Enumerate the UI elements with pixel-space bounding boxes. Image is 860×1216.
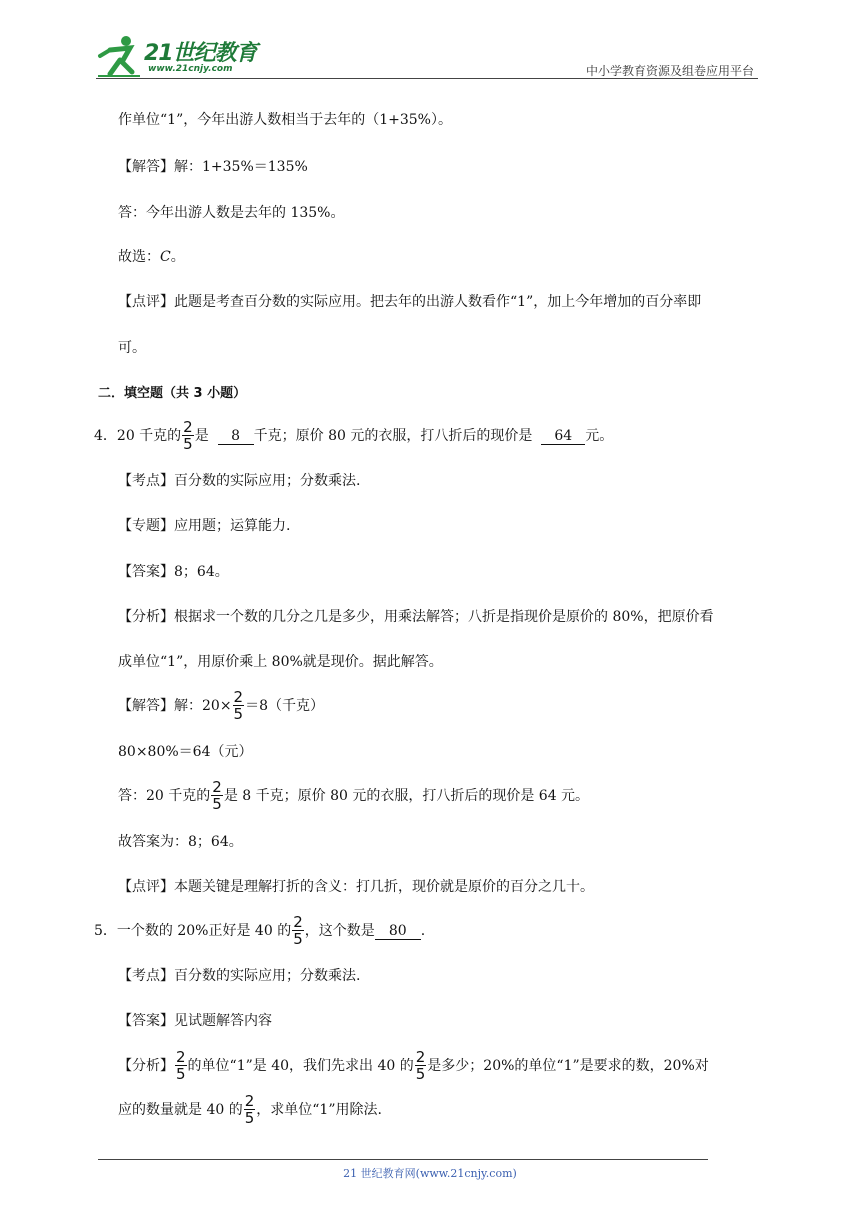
fraction-numerator: 2 [244, 1092, 255, 1110]
fenxi-line: 【分析】根据求一个数的几分之几是多少，用乘法解答；八折是指现价是原价的 80%，把原价看 [118, 609, 714, 625]
ans-text-b: 是 8 千克；原价 80 元的衣服，打八折后的现价是 64 元。 [223, 788, 590, 804]
ans-text-a: 答：20 千克的 [118, 788, 211, 804]
dianping-line: 【点评】本题关键是理解打折的含义：打几折，现价就是原价的百分之几十。 [118, 879, 594, 895]
fraction-denominator: 5 [244, 1109, 255, 1127]
fraction [182, 420, 194, 452]
kaodian-line: 【考点】百分数的实际应用；分数乘法. [118, 968, 361, 984]
running-man-icon [96, 34, 144, 78]
kaodian-line: 【考点】百分数的实际应用；分数乘法. [118, 473, 361, 489]
jieda-text-b: ＝8（千克） [245, 698, 325, 714]
text-line: 作单位“1”，今年出游人数相当于去年的（1+35%）。 [118, 112, 452, 128]
fraction-numerator: 2 [183, 418, 193, 436]
answer-line [118, 780, 589, 812]
fraction-numerator: 2 [176, 1048, 186, 1066]
header-divider [96, 78, 758, 79]
q4-text-b: 是 [194, 428, 209, 444]
calc-line: 80×80%＝64（元） [118, 744, 253, 760]
fraction [244, 1094, 256, 1126]
fraction-denominator: 5 [293, 930, 303, 948]
answer-line: 答：今年出游人数是去年的 135%。 [118, 205, 345, 221]
fx2-text-b: ，求单位“1”用除法. [256, 1102, 382, 1118]
fx2-text-a: 应的数量就是 40 的 [118, 1102, 243, 1118]
fraction-numerator: 2 [233, 688, 244, 706]
logo-text: 21世纪教育 [144, 41, 257, 66]
fx-text-b: 的单位“1”是 40，我们先求出 40 的 [187, 1058, 414, 1074]
guda-line: 故答案为：8；64。 [118, 834, 243, 850]
fraction [415, 1050, 427, 1082]
page-header [96, 28, 758, 80]
zhuanti-line: 【专题】应用题；运算能力. [118, 518, 291, 534]
answer-blank: 80 [375, 923, 421, 940]
fenxi-cont: 成单位“1”，用原价乘上 80%就是现价。据此解答。 [118, 654, 443, 670]
jieda-text-a: 【解答】解：20× [118, 698, 232, 714]
fenxi-cont [118, 1094, 382, 1126]
platform-name: 中小学教育资源及组卷应用平台 [585, 64, 754, 78]
jieda-line: 【解答】解：1+35%＝135% [118, 159, 308, 175]
choice-end: 。 [170, 249, 185, 265]
dianping-cont: 可。 [118, 340, 146, 356]
q5-text-b: ，这个数是 [304, 923, 375, 939]
fraction-denominator: 5 [233, 705, 244, 723]
fraction-numerator: 2 [293, 913, 303, 931]
fraction-numerator: 2 [212, 778, 222, 796]
footer-divider [98, 1159, 708, 1160]
q5-text-a: 5．一个数的 20%正好是 40 的 [94, 923, 292, 939]
fenxi-line [118, 1050, 709, 1082]
section-title: 二．填空题（共 3 小题） [98, 386, 247, 401]
choice-value: C [160, 249, 171, 265]
page-footer[interactable]: 21 世纪教育网(www.21cnjy.com) [343, 1167, 517, 1180]
dianping-line: 【点评】此题是考查百分数的实际应用。把去年的出游人数看作“1”，加上今年增加的百分率即 [118, 294, 702, 310]
fraction [292, 915, 304, 947]
logo-url: www.21cnjy.com [148, 64, 233, 74]
fraction-denominator: 5 [415, 1065, 426, 1083]
fx-text-a: 【分析】 [118, 1058, 174, 1074]
q5-text-c: . [420, 923, 426, 939]
fx-text-c: 是多少；20%的单位“1”是要求的数，20%对 [427, 1058, 709, 1074]
daan-line: 【答案】见试题解答内容 [118, 1013, 272, 1029]
fraction [211, 780, 223, 812]
fraction [175, 1050, 187, 1082]
question-5 [94, 915, 425, 947]
answer-blank: 8 [218, 428, 254, 445]
q4-text-d: 元。 [585, 428, 614, 444]
jieda-line [118, 690, 324, 722]
fraction-denominator: 5 [176, 1065, 186, 1083]
question-4 [94, 420, 613, 452]
daan-line: 【答案】8；64。 [118, 564, 229, 580]
fraction-denominator: 5 [183, 435, 193, 453]
choice-label: 故选： [118, 249, 160, 265]
fraction [233, 690, 245, 722]
site-logo[interactable] [96, 34, 266, 80]
q4-text-c: 千克；原价 80 元的衣服，打八折后的现价是 [253, 428, 533, 444]
choice-line [118, 247, 185, 267]
fraction-denominator: 5 [212, 795, 222, 813]
answer-blank: 64 [541, 428, 585, 445]
fraction-numerator: 2 [415, 1048, 426, 1066]
q4-text-a: 4．20 千克的 [94, 428, 182, 444]
